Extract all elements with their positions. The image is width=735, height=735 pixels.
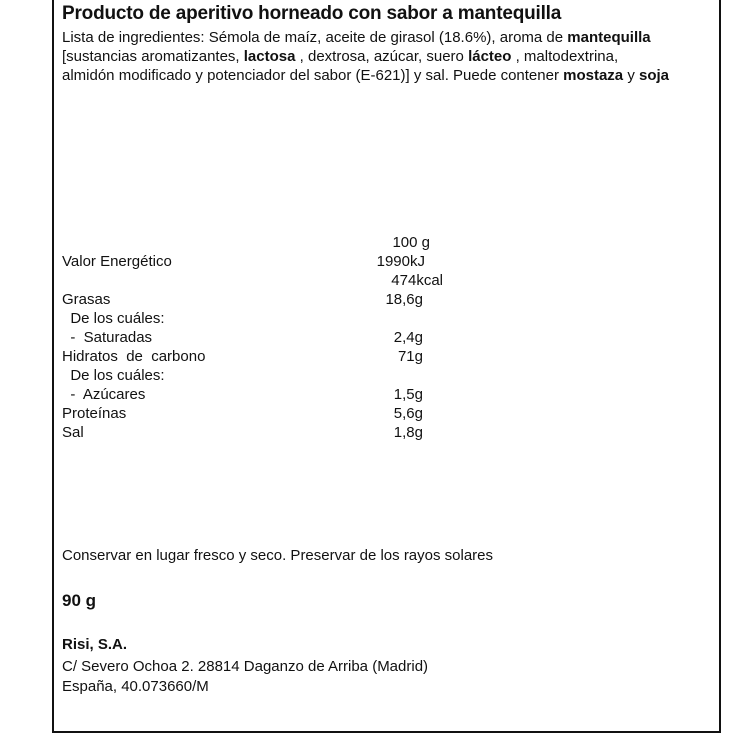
energy-label: Valor Energético	[62, 253, 172, 270]
address-line-2: España, 40.073660/M	[62, 678, 209, 695]
row-hidratos-value: 71g	[397, 348, 423, 365]
allergen-lactosa: lactosa	[243, 48, 296, 65]
product-title: Producto de aperitivo horneado con sabor a mantequilla	[62, 3, 562, 24]
allergen-lacteo: lácteo	[468, 48, 512, 65]
net-weight: 90 g	[62, 591, 97, 610]
row-subheading: De los cuáles:	[62, 310, 165, 327]
ingredients-text: y	[623, 67, 639, 84]
energy-kcal: 474kcal	[391, 272, 443, 289]
ingredients-text: [sustancias aromatizantes,	[62, 48, 244, 65]
row-saturadas-label: - Saturadas	[62, 329, 153, 346]
manufacturer-address	[62, 657, 428, 697]
row-saturadas-value: 2,4g	[393, 329, 423, 346]
row-hidratos-label: Hidratos de carbono	[62, 348, 206, 365]
row-grasas-label: Grasas	[62, 291, 111, 308]
allergen-mostaza: mostaza	[563, 67, 624, 84]
nutrition-header: 100 g	[392, 234, 430, 251]
address-line-1: C/ Severo Ochoa 2. 28814 Daganzo de Arriba (Madrid)	[62, 658, 429, 675]
row-azucares-value: 1,5g	[393, 386, 423, 403]
ingredients-text: , maltodextrina, almidón modificado y potenciador del sabor (E-621)] y sal. Puede contener	[62, 48, 619, 84]
manufacturer-name: Risi, S.A.	[62, 636, 128, 653]
row-azucares-label: - Azúcares	[62, 386, 146, 403]
ingredients-list	[62, 28, 672, 85]
row-proteinas-value: 5,6g	[393, 405, 423, 422]
row-proteinas-label: Proteínas	[62, 405, 127, 422]
ingredients-text: Lista de ingredientes: Sémola de maíz, aceite de girasol (18.6%), aroma de	[62, 29, 568, 46]
row-grasas-value: 18,6g	[385, 291, 423, 308]
energy-kj: 1990kJ	[376, 253, 425, 270]
row-subheading: De los cuáles:	[62, 367, 165, 384]
row-sal-value: 1,8g	[393, 424, 423, 441]
storage-instructions: Conservar en lugar fresco y seco. Preservar de los rayos solares	[62, 547, 494, 564]
allergen-mantequilla: mantequilla	[567, 29, 651, 46]
allergen-soja: soja	[639, 67, 670, 84]
ingredients-text: , dextrosa, azúcar, suero	[295, 48, 469, 65]
row-sal-label: Sal	[62, 424, 84, 441]
